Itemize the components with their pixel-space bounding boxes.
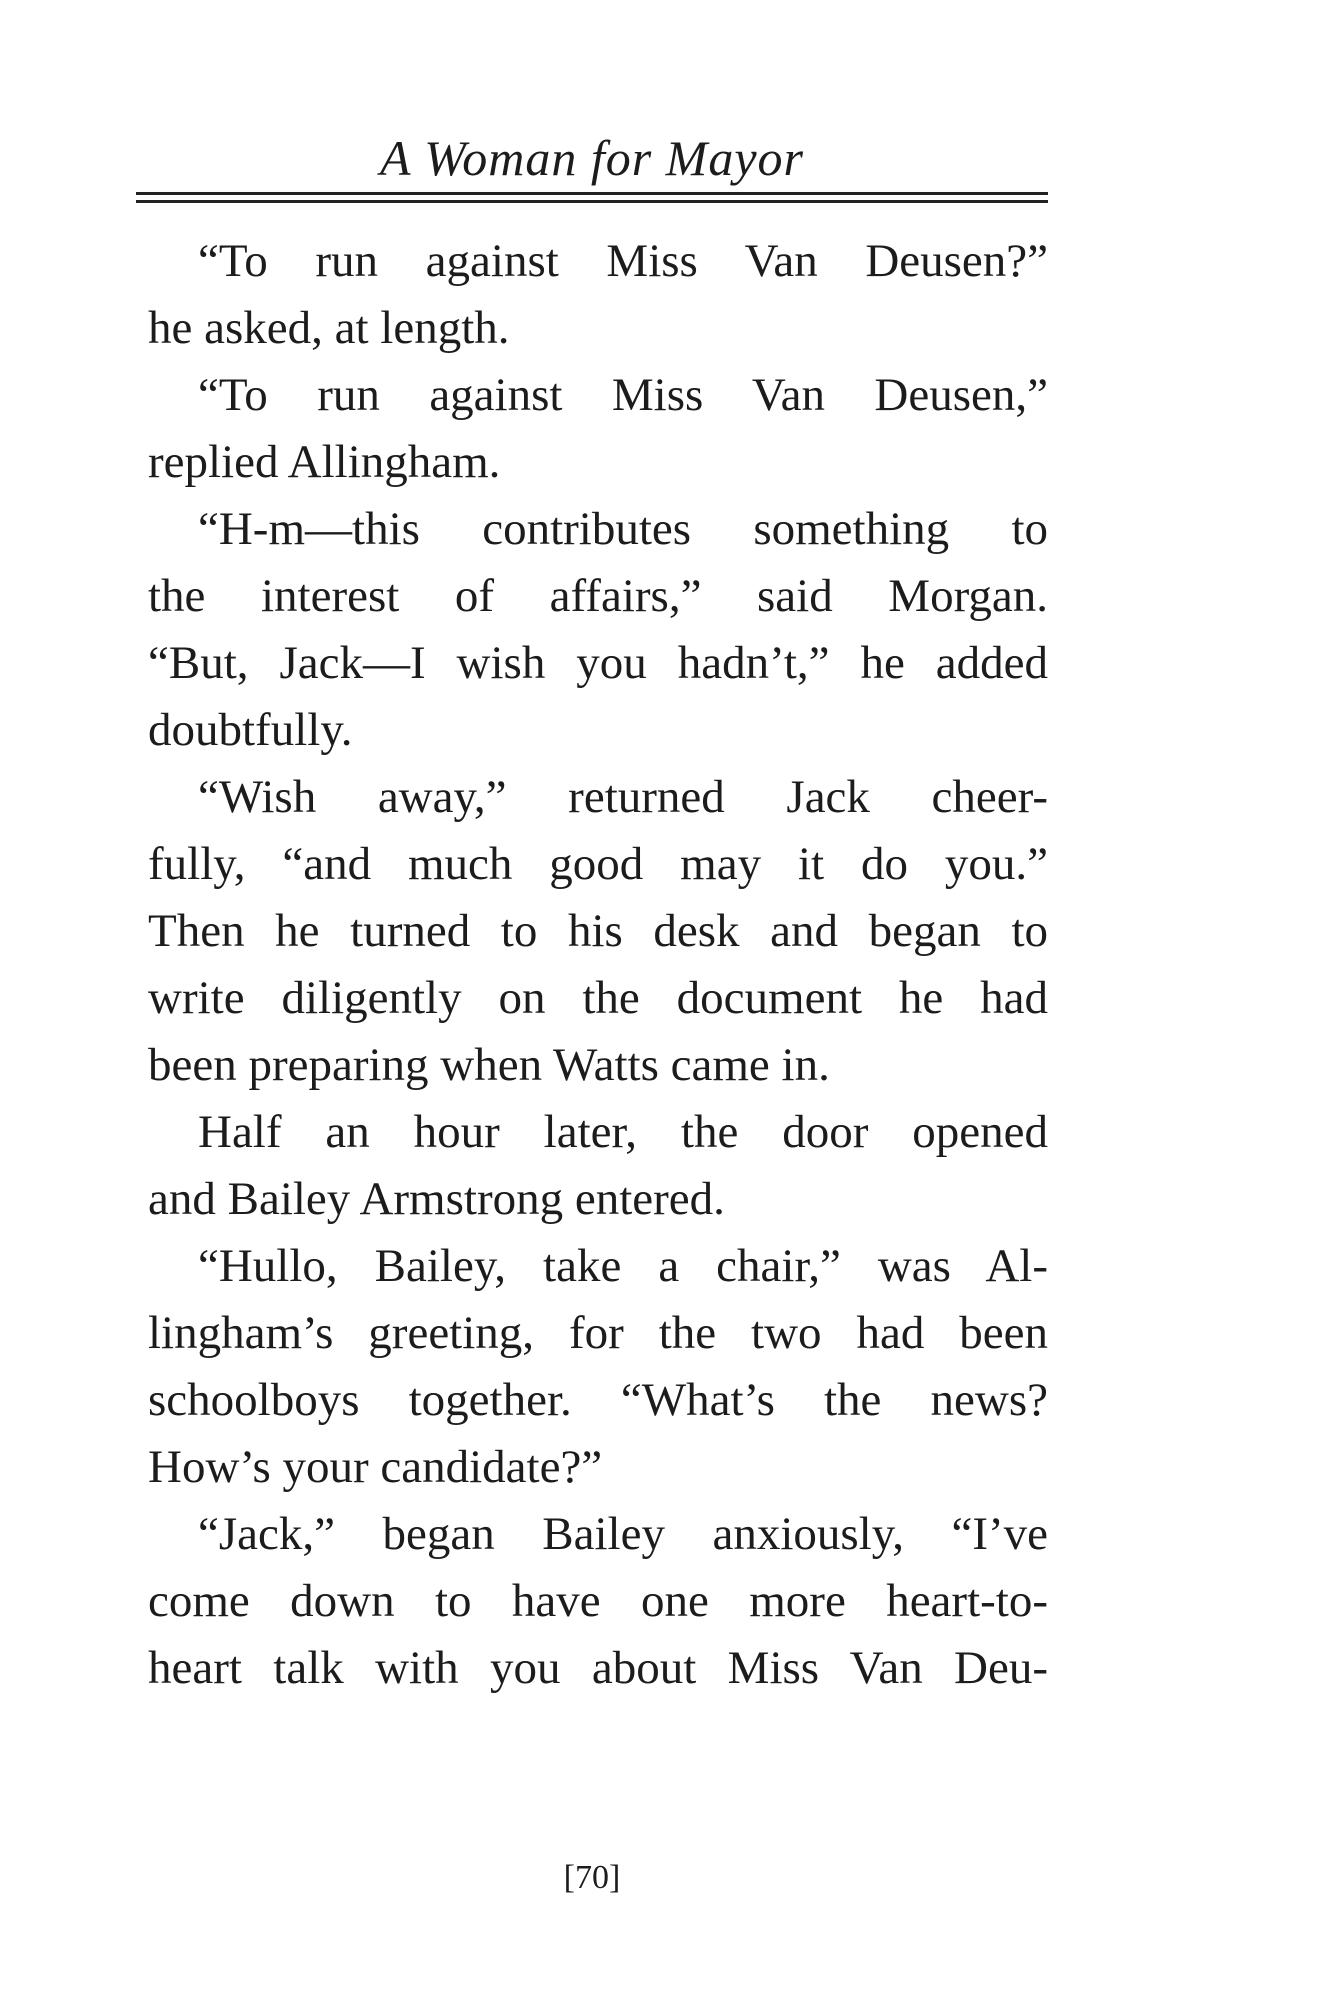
text-line: come down to have one more heart-to- [148, 1575, 1048, 1627]
text-line: “But, Jack—I wish you hadn’t,” he added [148, 637, 1048, 689]
text-line: “Jack,” began Bailey anxiously, “I’ve [198, 1508, 1048, 1560]
header-rule-top [136, 192, 1048, 195]
text-line: he asked, at length. [148, 302, 510, 354]
text-line: Then he turned to his desk and began to [148, 905, 1048, 957]
text-line: doubtfully. [148, 704, 353, 756]
text-line: fully, “and much good may it do you.” [148, 838, 1048, 890]
running-head: A Woman for Mayor [380, 130, 804, 186]
text-line: “H-m—this contributes something to [198, 503, 1048, 555]
body-text [148, 228, 1048, 1702]
text-line: been preparing when Watts came in. [148, 1039, 830, 1091]
text-line: write diligently on the document he had [148, 972, 1048, 1024]
text-line: schoolboys together. “What’s the news? [148, 1374, 1048, 1426]
header-rule-bottom [136, 200, 1048, 203]
text-line: and Bailey Armstrong entered. [148, 1173, 725, 1225]
text-line: lingham’s greeting, for the two had been [148, 1307, 1048, 1359]
text-line: “Hullo, Bailey, take a chair,” was Al- [198, 1240, 1048, 1292]
text-line: replied Allingham. [148, 436, 501, 488]
text-line: “To run against Miss Van Deusen?” [198, 235, 1048, 287]
text-line: the interest of affairs,” said Morgan. [148, 570, 1048, 622]
text-line: “To run against Miss Van Deusen,” [198, 369, 1048, 421]
text-line: Half an hour later, the door opened [198, 1106, 1048, 1158]
text-line: heart talk with you about Miss Van Deu- [148, 1642, 1048, 1694]
page-number: [70] [563, 1859, 621, 1896]
text-line: “Wish away,” returned Jack cheer- [198, 771, 1048, 823]
text-line: How’s your candidate?” [148, 1441, 603, 1493]
